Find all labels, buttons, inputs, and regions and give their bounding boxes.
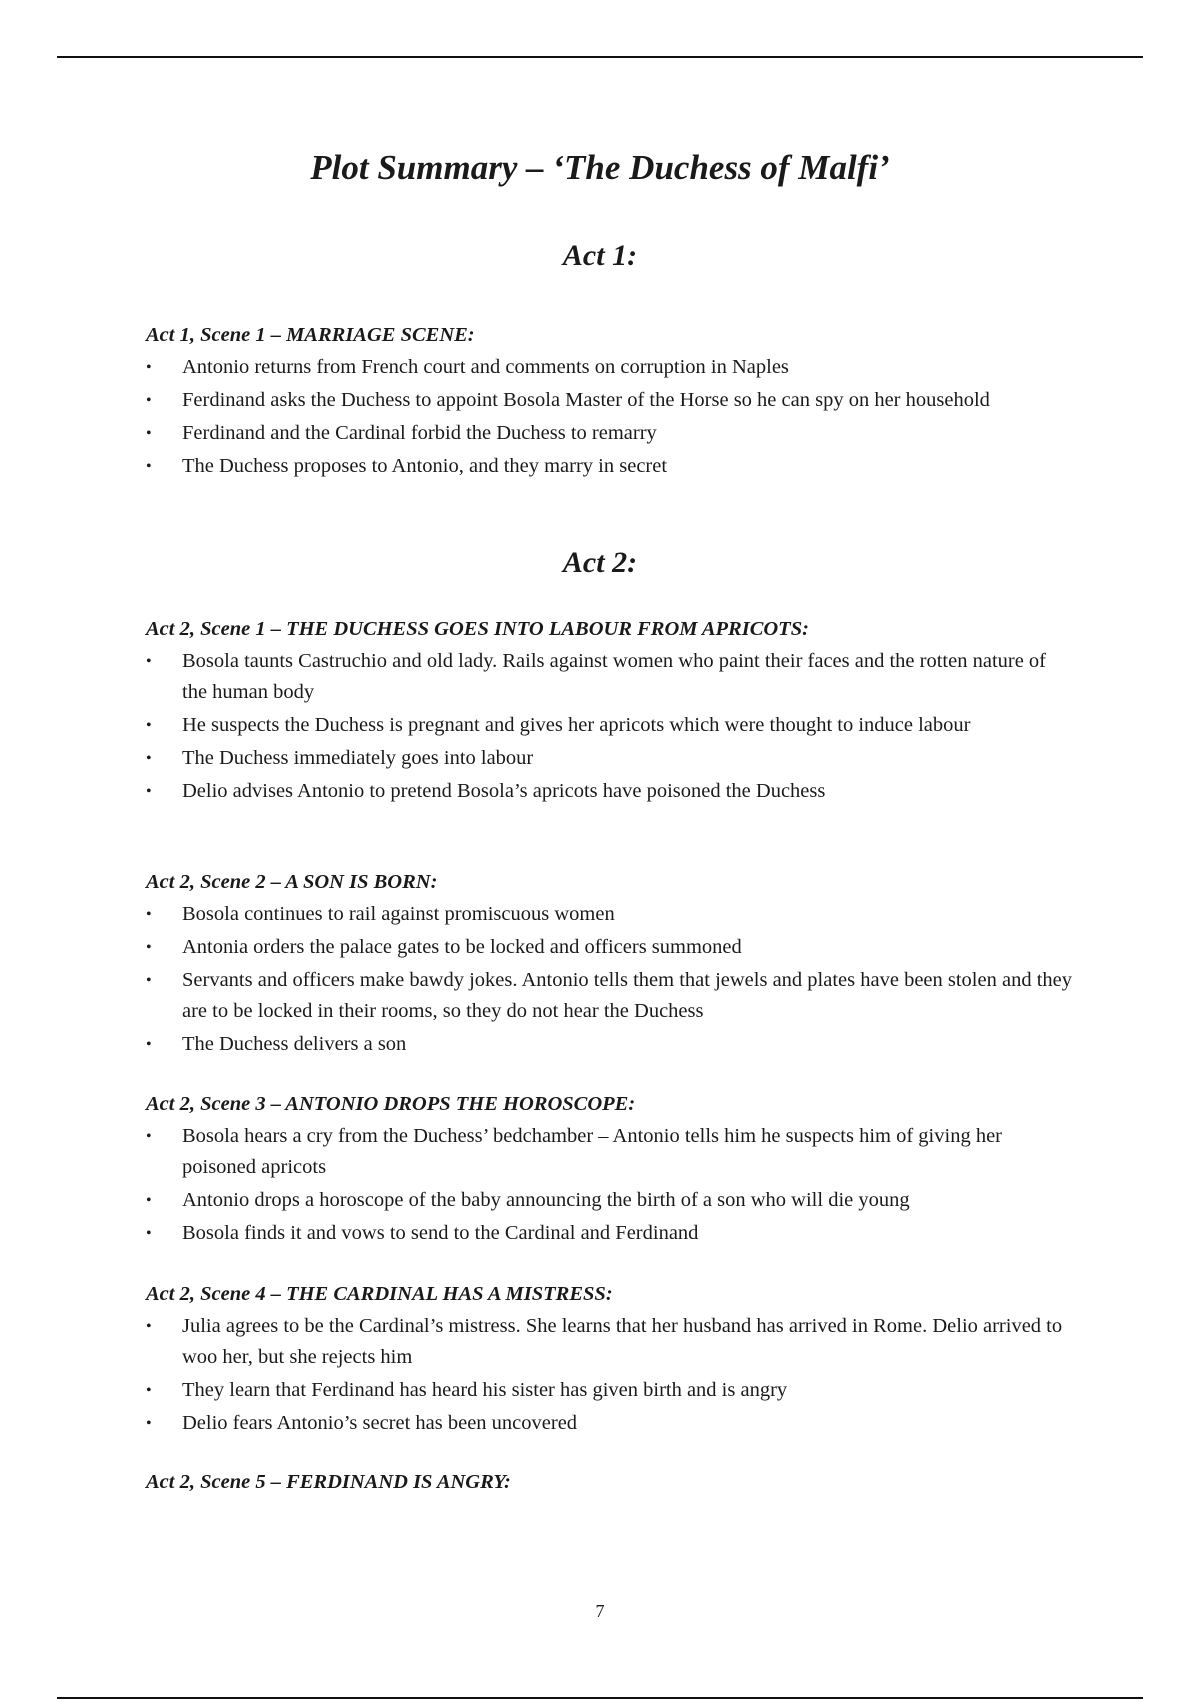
list-item-text: Ferdinand and the Cardinal forbid the Duchess to remarry [182,422,657,444]
scene-act2-scene5 [146,1469,1076,1499]
bullet-list [146,1121,1076,1249]
list-item-text: Bosola finds it and vows to send to the Cardinal and Ferdinand [182,1222,699,1244]
list-item [146,899,1076,930]
scene-title: Act 2, Scene 5 – FERDINAND IS ANGRY: [146,1471,511,1493]
scene-act1-scene1 [146,322,1076,484]
list-item [146,776,1076,807]
list-item-text: Delio fears Antonio’s secret has been uncovered [182,1412,578,1434]
scene-title: Act 2, Scene 3 – ANTONIO DROPS THE HOROSCOPE: [146,1093,636,1115]
bullet-icon: • [146,1318,152,1335]
list-item-text: Bosola hears a cry from the Duchess’ bedchamber – Antonio tells him he suspects him of giving her poisoned apricots [182,1125,1002,1178]
page-title: Plot Summary – ‘The Duchess of Malfi’ [310,148,890,187]
list-item-text: Ferdinand asks the Duchess to appoint Bosola Master of the Horse so he can spy on her household [182,389,990,411]
list-item-text: Bosola taunts Castruchio and old lady. Rails against women who paint their faces and the rotten nature of the human body [182,650,1047,703]
bullet-icon: • [146,717,152,734]
list-item-text: Antonia orders the palace gates to be locked and officers summoned [182,936,742,958]
list-item [146,646,1076,708]
scene-act2-scene2 [146,869,1076,1062]
list-item [146,451,1076,482]
list-item-text: Antonio returns from French court and comments on corruption in Naples [182,356,789,378]
list-item [146,352,1076,383]
bullet-icon: • [146,425,152,442]
list-item-text: Delio advises Antonio to pretend Bosola’s apricots have poisoned the Duchess [182,780,826,802]
list-item [146,1311,1076,1373]
scene-act2-scene3 [146,1091,1076,1251]
list-item-text: The Duchess delivers a son [182,1033,407,1055]
list-item-text: The Duchess proposes to Antonio, and they marry in secret [182,455,668,477]
scene-act2-scene4 [146,1281,1076,1441]
list-item-text: Bosola continues to rail against promiscuous women [182,903,615,925]
bullet-icon: • [146,750,152,767]
bullet-icon: • [146,1128,152,1145]
bullet-list [146,899,1076,1060]
list-item [146,710,1076,741]
bullet-icon: • [146,653,152,670]
act-2-heading: Act 2: [562,546,638,579]
scene-title: Act 2, Scene 4 – THE CARDINAL HAS A MISTRESS: [146,1283,613,1305]
scene-title: Act 2, Scene 2 – A SON IS BORN: [146,871,438,893]
list-item [146,965,1076,1027]
list-item-text: He suspects the Duchess is pregnant and gives her apricots which were thought to induce labour [182,714,971,736]
bullet-icon: • [146,1225,152,1242]
list-item [146,932,1076,963]
list-item [146,385,1076,416]
scene-title: Act 1, Scene 1 – MARRIAGE SCENE: [146,324,475,346]
bullet-icon: • [146,458,152,475]
list-item [146,1408,1076,1439]
list-item [146,1121,1076,1183]
list-item-text: Antonio drops a horoscope of the baby announcing the birth of a son who will die young [182,1189,910,1211]
bottom-rule [57,1697,1143,1699]
page-number: 7 [595,1601,605,1621]
list-item-text: The Duchess immediately goes into labour [182,747,534,769]
bullet-icon: • [146,1382,152,1399]
bullet-icon: • [146,392,152,409]
bullet-list [146,646,1076,807]
list-item [146,743,1076,774]
list-item-text: Julia agrees to be the Cardinal’s mistress. She learns that her husband has arrived in Rome. Delio arrived to woo her, but she rejects him [182,1315,1063,1368]
list-item-text: They learn that Ferdinand has heard his sister has given birth and is angry [182,1379,788,1401]
bullet-list [146,352,1076,482]
bullet-icon: • [146,1415,152,1432]
list-item [146,1029,1076,1060]
scene-act2-scene1 [146,616,1076,809]
list-item [146,1375,1076,1406]
bullet-icon: • [146,1192,152,1209]
list-item [146,1185,1076,1216]
bullet-icon: • [146,939,152,956]
list-item-text: Servants and officers make bawdy jokes. Antonio tells them that jewels and plates have been stolen and they are to be locked in their rooms, so they do not hear the Duchess [182,969,1072,1022]
list-item [146,418,1076,449]
bullet-icon: • [146,1036,152,1053]
scene-title: Act 2, Scene 1 – THE DUCHESS GOES INTO LABOUR FROM APRICOTS: [146,618,809,640]
bullet-icon: • [146,972,152,989]
bullet-icon: • [146,359,152,376]
bullet-icon: • [146,783,152,800]
bullet-list [146,1311,1076,1439]
top-rule [57,56,1143,58]
bullet-icon: • [146,906,152,923]
list-item [146,1218,1076,1249]
act-1-heading: Act 1: [562,239,638,272]
